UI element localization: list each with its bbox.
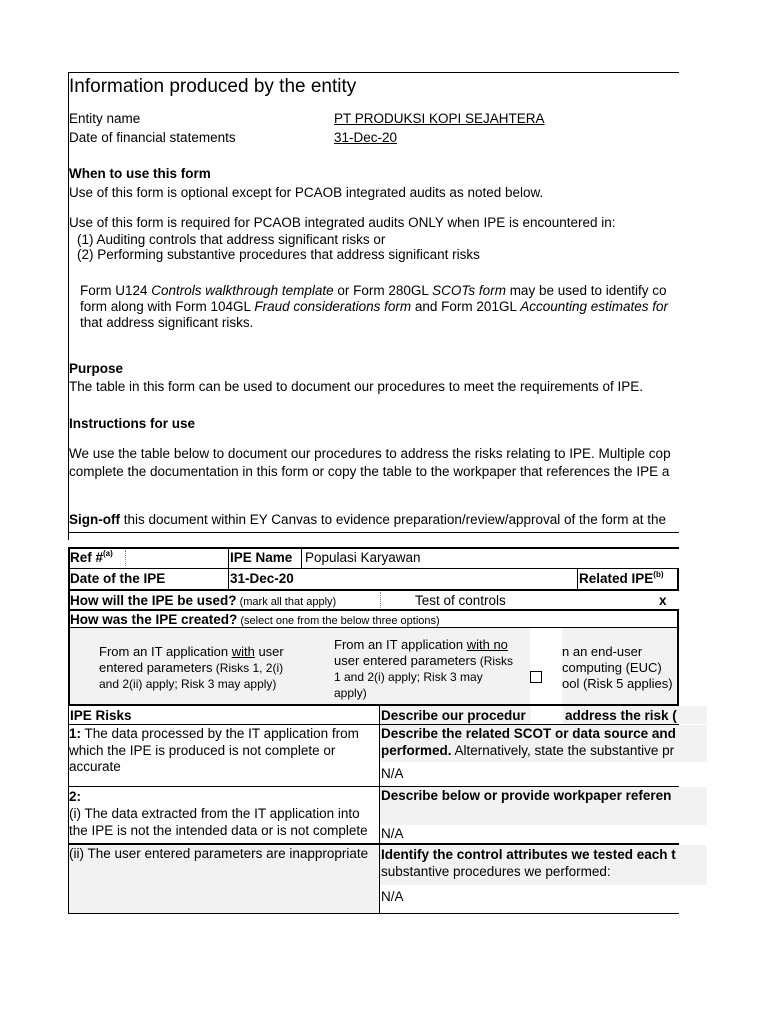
instructions-line2: complete the documentation in this form or copy the table to the workpaper that references the IPE a bbox=[69, 464, 670, 479]
date-of-ipe-label: Date of the IPE bbox=[70, 571, 166, 586]
instructions-heading: Instructions for use bbox=[69, 416, 196, 431]
instructions-line1: We use the table below to document our procedures to address the risks relating to IPE. Multiple cop bbox=[69, 446, 671, 461]
proc-header-gap bbox=[531, 706, 563, 724]
when-heading: When to use this form bbox=[69, 166, 211, 181]
when-item1: (1) Auditing controls that address significant risks or bbox=[77, 232, 386, 247]
when-line1: Use of this form is optional except for PCAOB integrated audits as noted below. bbox=[69, 185, 544, 200]
row1-bottom bbox=[68, 568, 679, 569]
option-without-user-params[interactable]: From an IT application with no user entered parameters (Risks 1 and 2(i) apply; Risk 3 may apply) bbox=[334, 637, 514, 700]
signoff-underline bbox=[68, 532, 679, 533]
test-of-controls-mark[interactable]: x bbox=[659, 593, 667, 608]
page-title: Information produced by the entity bbox=[69, 76, 357, 97]
fs-date-value: 31-Dec-20 bbox=[334, 130, 398, 145]
ipe-name-divider bbox=[301, 549, 302, 568]
row2-bottom bbox=[68, 589, 679, 591]
table-top-border bbox=[68, 547, 679, 549]
ref-label: Ref #$^{(a)}$ bbox=[70, 549, 113, 565]
used-dotted-divider bbox=[380, 592, 381, 608]
test-of-controls-option: Test of controls bbox=[415, 593, 506, 608]
ipe-used-question: How will the IPE be used? (mark all that apply) bbox=[70, 593, 337, 608]
created-gap-1 bbox=[530, 628, 562, 704]
risk-2-description: Describe below or provide workpaper referen bbox=[381, 788, 672, 803]
procedures-header-2: address the risk ( bbox=[565, 708, 677, 723]
ref-dotted-divider bbox=[125, 550, 126, 566]
when-line2: Use of this form is required for PCAOB integrated audits ONLY when IPE is encountered in: bbox=[69, 215, 616, 230]
purpose-text: The table in this form can be used to document our procedures to meet the requirements of IPE. bbox=[69, 379, 644, 394]
related-ipe-divider bbox=[577, 569, 578, 589]
risk-2-response[interactable]: N/A bbox=[381, 826, 404, 841]
ipe-name-value[interactable]: Populasi Karyawan bbox=[305, 550, 421, 565]
signoff-text: Sign-off this document within EY Canvas to evidence preparation/review/approval of the form at the bbox=[69, 512, 667, 527]
table-bottom bbox=[68, 913, 679, 914]
entity-name-label: Entity name bbox=[69, 111, 141, 126]
risk-1-description: Describe the related SCOT or data source and performed. Alternatively, state the substantive pr bbox=[381, 726, 676, 758]
option-euc[interactable]: n an end-user computing (EUC) ool (Risk 5 applies) bbox=[562, 644, 673, 691]
procedures-header: Describe our procedur bbox=[381, 708, 526, 723]
risk-1-text: 1: The data processed by the IT application from which the IPE is produced is not complete or accurate bbox=[69, 726, 359, 774]
fs-date-label: Date of financial statements bbox=[69, 130, 236, 145]
related-ipe-label: Related IPE$^{(b)}$ bbox=[579, 570, 664, 586]
risk-2ii-description: Identify the control attributes we tested each t substantive procedures we performed: bbox=[381, 847, 676, 879]
entity-name-value: PT PRODUKSI KOPI SEJAHTERA bbox=[334, 111, 545, 126]
related-ipe-right bbox=[677, 569, 679, 589]
option-with-user-params[interactable]: From an IT application with user entered parameters (Risks 1, 2(i) and 2(ii) apply; Risk 3 may apply) bbox=[99, 644, 284, 691]
risk-2-text: 2: (i) The data extracted from the IT application into the IPE is not the intended data or is not complete bbox=[69, 789, 368, 838]
forms-paragraph-line2: form along with Form 104GL Fraud considerations form and Form 201GL Accounting estimates for bbox=[80, 299, 669, 314]
date-of-ipe-value[interactable]: 31-Dec-20 bbox=[230, 571, 294, 586]
forms-paragraph-line3: that address significant risks. bbox=[80, 315, 254, 330]
forms-paragraph-line1: Form U124 Controls walkthrough template or Form 280GL SCOTs form may be used to identify co bbox=[80, 283, 667, 298]
created-box-right bbox=[677, 609, 679, 706]
purpose-heading: Purpose bbox=[69, 361, 124, 376]
ipe-name-divider-left bbox=[228, 549, 229, 589]
when-item2: (2) Performing substantive procedures that address significant risks bbox=[77, 247, 480, 262]
risk-1-response[interactable]: N/A bbox=[381, 766, 404, 781]
risk-2ii-text: (ii) The user entered parameters are inappropriate bbox=[69, 846, 369, 861]
ipe-created-question: How was the IPE created? (select one from the below three options) bbox=[70, 612, 440, 627]
ipe-name-label: IPE Name bbox=[230, 550, 293, 565]
top-border bbox=[68, 72, 679, 73]
row3-bottom bbox=[68, 609, 679, 611]
risk-2ii-response[interactable]: N/A bbox=[381, 889, 404, 904]
option-checkbox[interactable] bbox=[530, 671, 542, 683]
ipe-risks-header: IPE Risks bbox=[70, 708, 132, 723]
